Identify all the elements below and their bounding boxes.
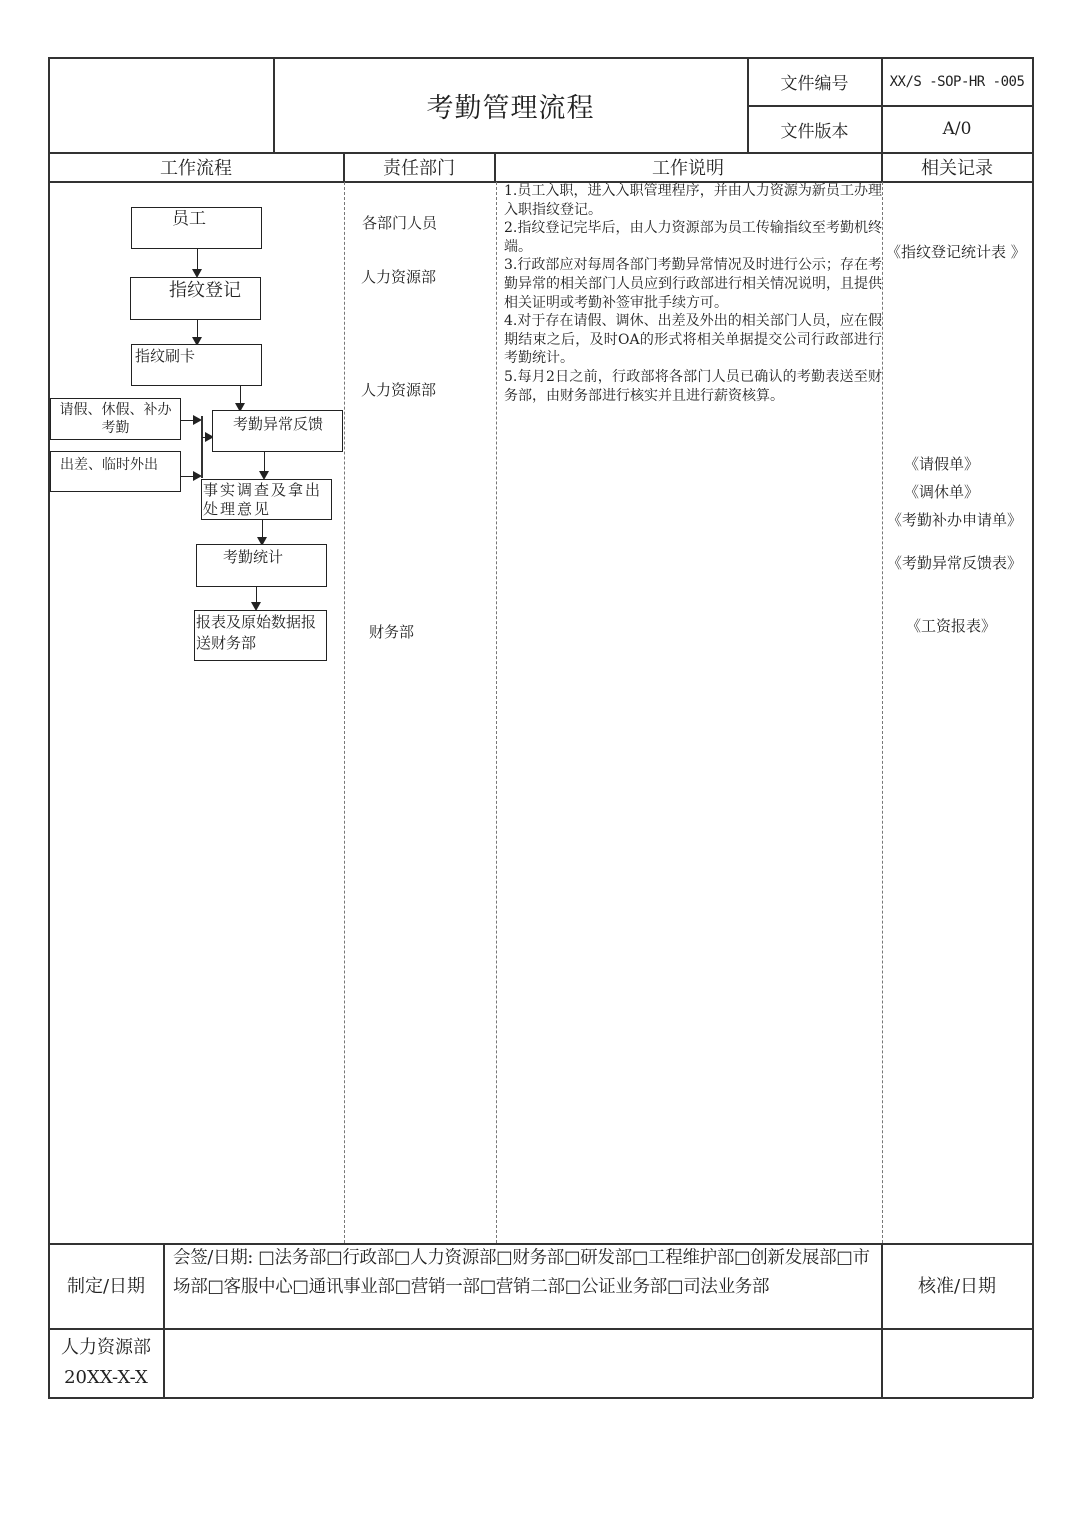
- column-header-dept: 责任部门: [383, 158, 455, 179]
- column-header-description: 工作说明: [652, 158, 724, 179]
- flow-box-fingerprint-register: [130, 277, 261, 320]
- record-leave-form: 《请假单》: [904, 455, 980, 473]
- flow-arrow: [202, 437, 212, 438]
- flow-connector: [201, 416, 203, 478]
- approve-date-label: 核准/日期: [917, 1275, 997, 1297]
- flow-box-statistics: [196, 544, 327, 587]
- dept-hr: 人力资源部: [361, 381, 437, 399]
- dept-hr: 人力资源部: [361, 268, 437, 286]
- record-makeup-form: 《考勤补办申请单》: [887, 511, 1023, 529]
- description-item: 3.行政部应对每周各部门考勤异常情况及时进行公示；存在考勤异常的相关部门人员应到行政部进行相关情况说明，且提供相关证明或考勤补签审批手续方可。: [504, 257, 882, 311]
- made-by: [49, 1333, 163, 1395]
- flow-arrow: [256, 587, 257, 609]
- record-rest-form: 《调休单》: [904, 483, 980, 501]
- flow-box-report-label: 报表及原始数据报送财务部: [196, 613, 317, 652]
- flow-box-fingerprint-register-label: 指纹登记: [169, 280, 241, 301]
- flow-box-report: [194, 610, 327, 661]
- countersign-text: 会签/日期: □法务部□行政部□人力资源部□财务部□研发部□工程维护部□创新发展部□市场部□客服中心□通讯事业部□营销一部□营销二部□公证业务部□司法业务部: [173, 1248, 870, 1297]
- flow-box-investigate-label: 事实调查及拿出处理意见: [203, 481, 323, 518]
- flow-box-investigate: [201, 479, 332, 520]
- flow-box-business-trip: [50, 451, 181, 492]
- doc-version-value: A/0: [942, 119, 972, 139]
- document-title: 考勤管理流程: [426, 92, 595, 124]
- flow-arrow: [197, 249, 198, 276]
- description-item: 5.每月2日之前，行政部将各部门人员已确认的考勤表送至财务部，由财务部进行核实并且进行薪资核算。: [504, 368, 882, 404]
- made-dept: 人力资源部: [61, 1337, 151, 1358]
- flow-box-fingerprint-swipe: [131, 344, 262, 386]
- flow-box-statistics-label: 考勤统计: [223, 548, 284, 566]
- made-date: 20XX-X-X: [64, 1367, 148, 1388]
- flow-box-feedback: [212, 410, 343, 452]
- dept-all-staff: 各部门人员: [362, 214, 438, 232]
- record-salary-form: 《工资报表》: [906, 617, 997, 635]
- description-item: 1.员工入职，进入入职管理程序，并由人力资源为新员工办理入职指纹登记。: [504, 183, 882, 218]
- flow-box-leave-label: 请假、休假、补办考勤: [59, 402, 172, 436]
- flow-box-employee-label: 员工: [172, 209, 206, 229]
- doc-number-label: 文件编号: [780, 74, 849, 94]
- flow-box-fingerprint-swipe-label: 指纹刷卡: [135, 347, 196, 365]
- work-description: [504, 182, 882, 405]
- flow-arrow: [264, 452, 265, 478]
- countersign-signature-area[interactable]: [164, 1330, 881, 1397]
- flow-box-leave: [50, 398, 181, 440]
- description-item: 4.对于存在请假、调休、出差及外出的相关部门人员，应在假期结束之后，及时OA的形式将相关单据提交公司行政部进行考勤统计。: [504, 313, 882, 367]
- column-header-records: 相关记录: [921, 158, 993, 179]
- flow-arrow: [240, 386, 241, 410]
- countersign-field[interactable]: [173, 1244, 877, 1328]
- doc-number-value: XX/S -SOP-HR -005: [889, 73, 1025, 90]
- flow-arrow: [197, 320, 198, 344]
- flow-box-employee: [131, 207, 262, 249]
- flow-arrow: [181, 420, 200, 421]
- doc-version-label: 文件版本: [780, 121, 849, 142]
- column-header-flow: 工作流程: [160, 158, 232, 179]
- flow-arrow: [262, 520, 263, 544]
- dept-finance: 财务部: [369, 623, 415, 641]
- record-abnormal-form: 《考勤异常反馈表》: [887, 554, 1023, 572]
- record-fingerprint-stats: 《指纹登记统计表 》: [886, 243, 1026, 261]
- flow-box-business-trip-label: 出差、临时外出: [60, 457, 158, 473]
- flow-box-feedback-label: 考勤异常反馈: [233, 415, 324, 433]
- made-date-label: 制定/日期: [66, 1275, 146, 1297]
- description-item: 2.指纹登记完毕后，由人力资源部为员工传输指纹至考勤机终端。: [504, 220, 882, 255]
- flow-arrow: [181, 476, 200, 477]
- approve-signature-area[interactable]: [883, 1330, 1032, 1397]
